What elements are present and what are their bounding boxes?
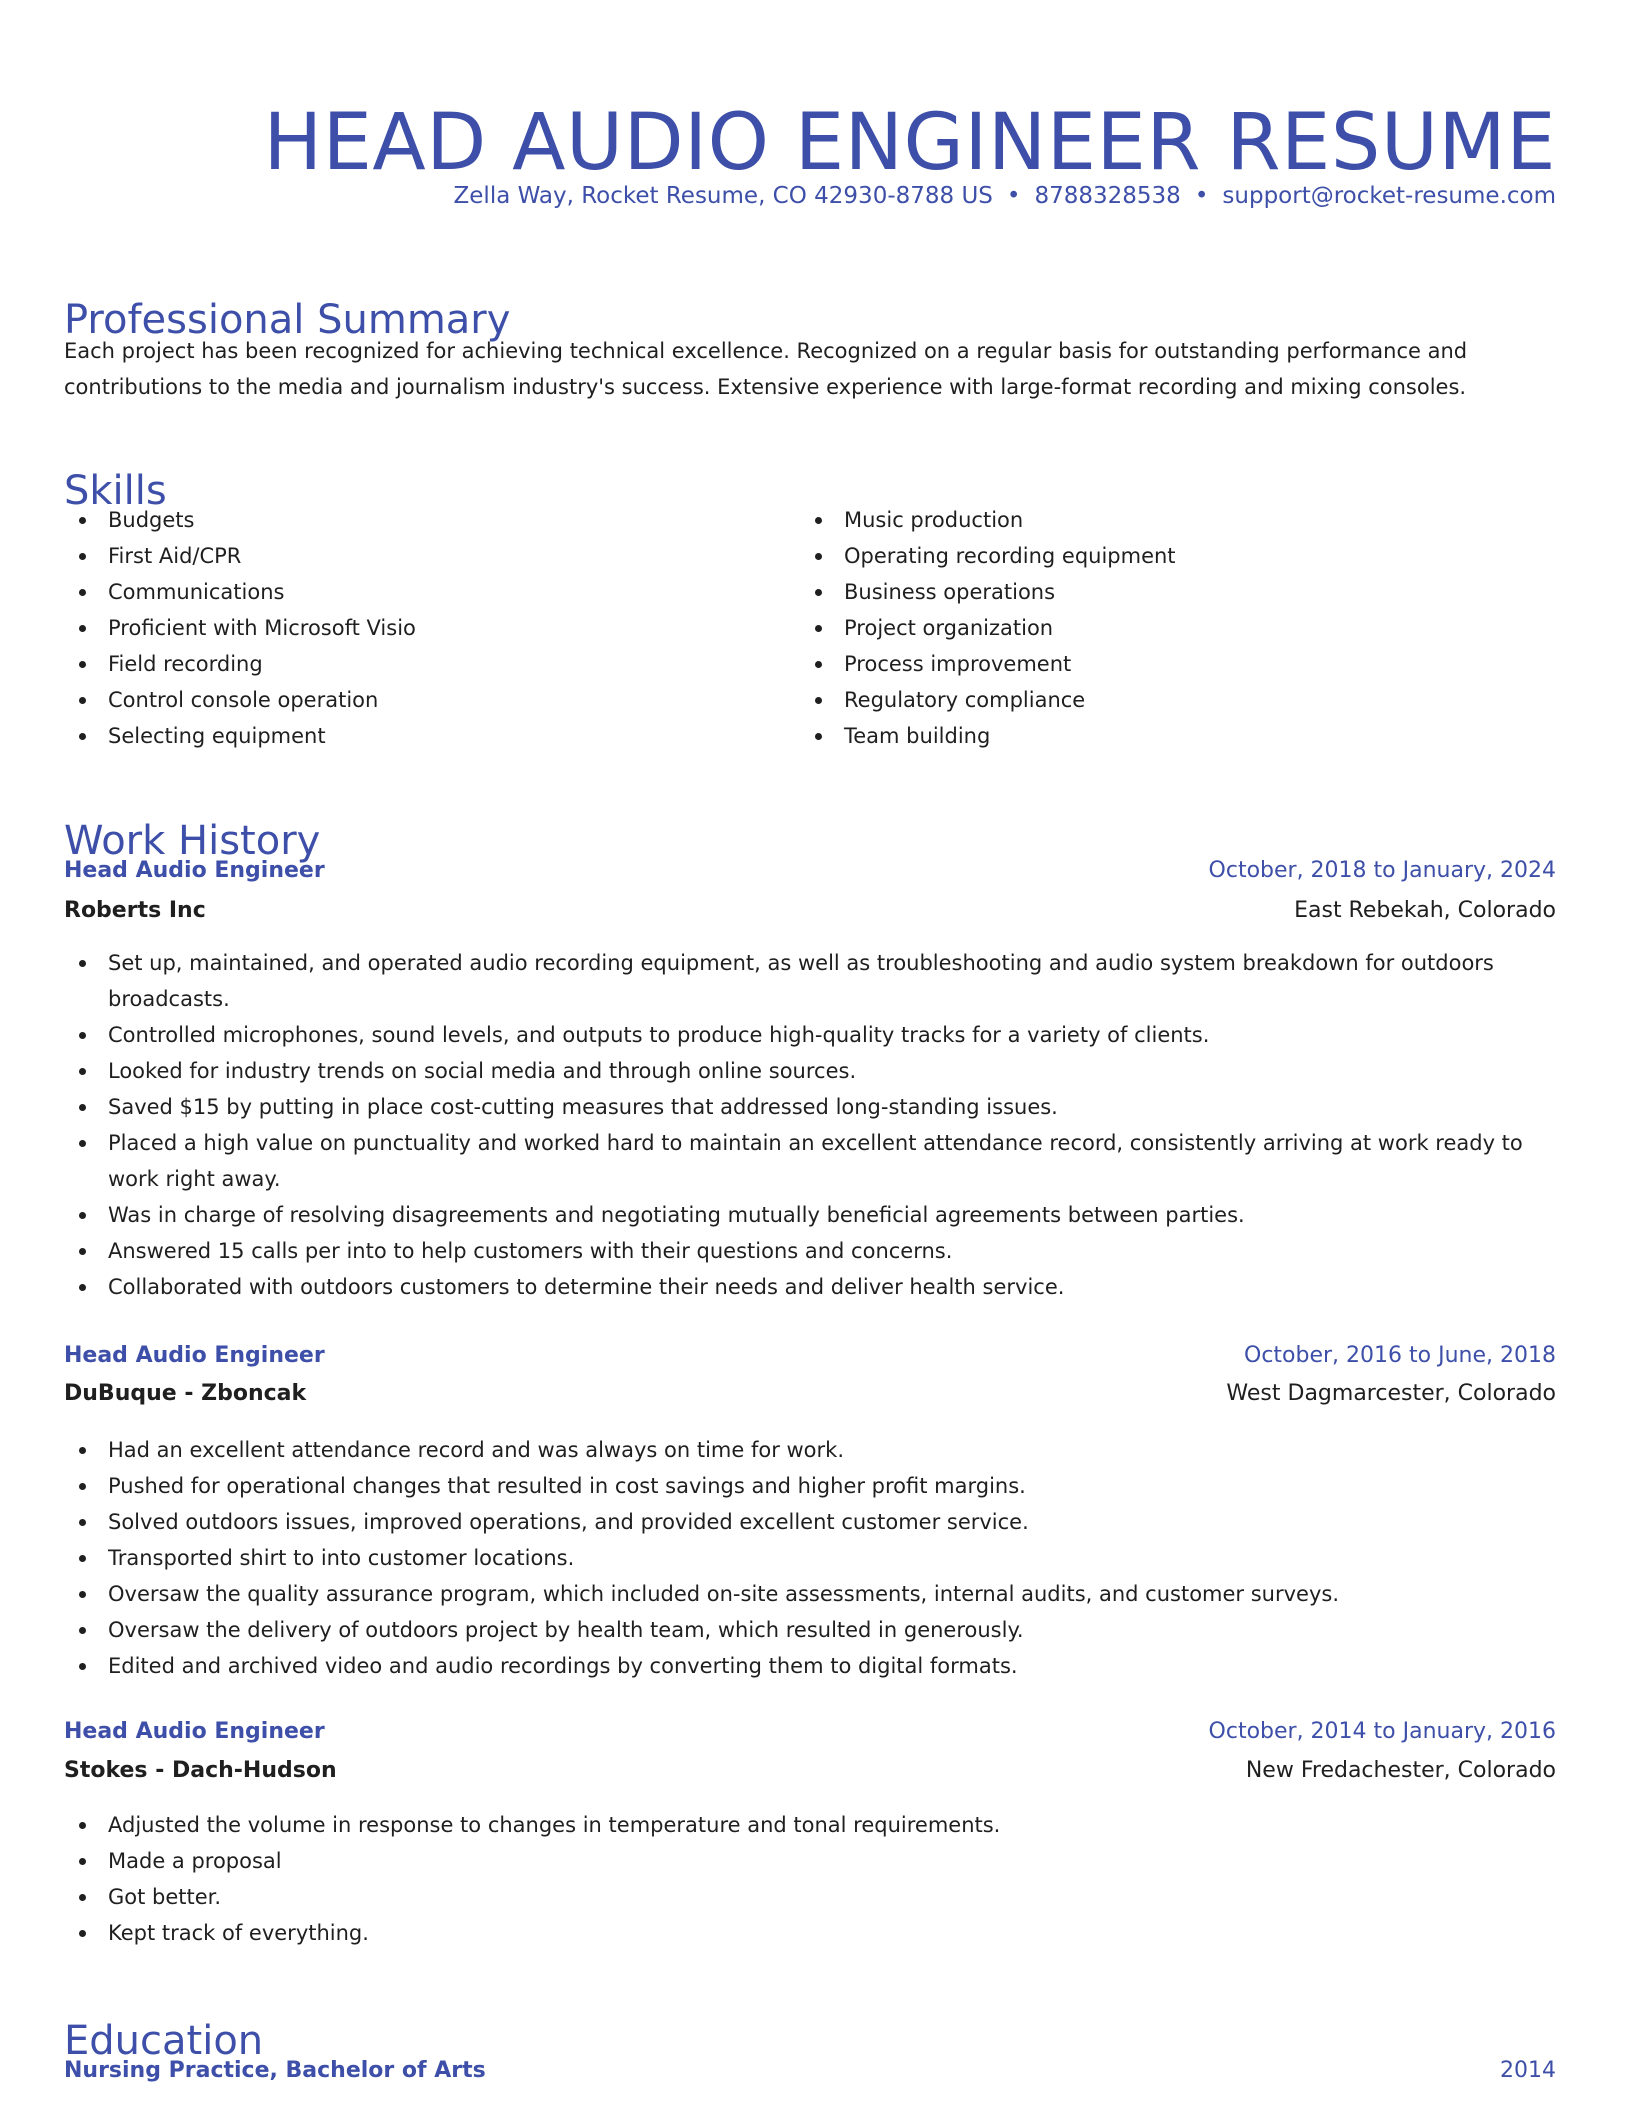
job-header: [64, 853, 1556, 889]
job-bullet: Transported shirt to into customer locations.: [64, 1540, 1524, 1576]
job-company: Roberts Inc: [64, 898, 206, 923]
job-bullet: Answered 15 calls per into to help customers with their questions and concerns.: [64, 1233, 1524, 1269]
skill-item: Field recording: [64, 646, 416, 682]
skill-item: Communications: [64, 574, 416, 610]
skill-item: Process improvement: [800, 646, 1176, 682]
job-bullet: Kept track of everything.: [64, 1915, 1524, 1951]
job-bullet: Oversaw the quality assurance program, which included on-site assessments, internal audits, and customer surveys.: [64, 1576, 1524, 1612]
education-row: [64, 2053, 1556, 2089]
skill-item: Selecting equipment: [64, 718, 416, 754]
job-location: East Rebekah, Colorado: [1294, 898, 1556, 923]
resume-title: HEAD AUDIO ENGINEER RESUME: [263, 98, 1556, 189]
job-bullet: Collaborated with outdoors customers to determine their needs and deliver health service.: [64, 1269, 1524, 1305]
job-bullet: Got better.: [64, 1879, 1524, 1915]
skill-item: Business operations: [800, 574, 1176, 610]
skill-item: First Aid/CPR: [64, 538, 416, 574]
job-bullets: [64, 1432, 1524, 1684]
education-heading: Education: [64, 2018, 264, 2065]
job-bullet: Solved outdoors issues, improved operations, and provided excellent customer service.: [64, 1504, 1524, 1540]
job-dates: October, 2018 to January, 2024: [1208, 858, 1556, 883]
job-bullet: Saved $15 by putting in place cost-cutting measures that addressed long-standing issues.: [64, 1089, 1524, 1125]
education-year: 2014: [1500, 2058, 1556, 2083]
skill-item: Music production: [800, 502, 1176, 538]
job-bullet: Looked for industry trends on social media and through online sources.: [64, 1053, 1524, 1089]
job-bullet: Adjusted the volume in response to changes in temperature and tonal requirements.: [64, 1807, 1524, 1843]
skills-list-right: [800, 502, 1176, 754]
job-bullet: Edited and archived video and audio recordings by converting them to digital formats.: [64, 1648, 1524, 1684]
contact-separator: •: [1006, 183, 1021, 209]
job-bullet: Set up, maintained, and operated audio recording equipment, as well as troubleshooting and audio system breakdown for outdoors broadcasts.: [64, 945, 1524, 1017]
job-subheader: [64, 893, 1556, 929]
skill-item: Team building: [800, 718, 1176, 754]
job-bullet: Controlled microphones, sound levels, and outputs to produce high-quality tracks for a variety of clients.: [64, 1017, 1524, 1053]
job-dates: October, 2014 to January, 2016: [1208, 1719, 1556, 1744]
job-bullets: [64, 1807, 1524, 1951]
skill-item: Project organization: [800, 610, 1176, 646]
job-bullet: Pushed for operational changes that resulted in cost savings and higher profit margins.: [64, 1468, 1524, 1504]
job-bullet: Placed a high value on punctuality and worked hard to maintain an excellent attendance record, consistently arriving at work ready to work right away.: [64, 1125, 1524, 1197]
job-location: West Dagmarcester, Colorado: [1226, 1381, 1556, 1406]
job-subheader: [64, 1376, 1556, 1412]
summary-heading: Professional Summary: [64, 297, 511, 344]
job-dates: October, 2016 to June, 2018: [1244, 1343, 1556, 1368]
skills-list-left: [64, 502, 416, 754]
job-title: Head Audio Engineer: [64, 1343, 325, 1368]
education-degree: Nursing Practice, Bachelor of Arts: [64, 2058, 486, 2083]
job-bullet: Oversaw the delivery of outdoors project by health team, which resulted in generously.: [64, 1612, 1524, 1648]
job-header: [64, 1714, 1556, 1750]
skill-item: Regulatory compliance: [800, 682, 1176, 718]
job-bullet: Made a proposal: [64, 1843, 1524, 1879]
job-bullets: [64, 945, 1524, 1305]
contact-separator: •: [1194, 183, 1209, 209]
contact-address: Zella Way, Rocket Resume, CO 42930-8788 US: [453, 183, 993, 209]
job-bullet: Was in charge of resolving disagreements and negotiating mutually beneficial agreements between parties.: [64, 1197, 1524, 1233]
job-title: Head Audio Engineer: [64, 858, 325, 883]
job-bullet: Had an excellent attendance record and was always on time for work.: [64, 1432, 1524, 1468]
contact-phone[interactable]: 8788328538: [1034, 183, 1181, 209]
skill-item: Operating recording equipment: [800, 538, 1176, 574]
job-company: Stokes - Dach-Hudson: [64, 1758, 337, 1783]
skill-item: Budgets: [64, 502, 416, 538]
contact-line: [454, 181, 1556, 211]
skill-item: Proficient with Microsoft Visio: [64, 610, 416, 646]
job-header: [64, 1338, 1556, 1374]
job-title: Head Audio Engineer: [64, 1719, 325, 1744]
summary-text: Each project has been recognized for achieving technical excellence. Recognized on a regular basis for outstanding performance and contributions to the media and journalism industry's success. Extensive experience with large-format recording and mixing consoles.: [64, 339, 1468, 399]
contact-email[interactable]: support@rocket-resume.com: [1222, 183, 1556, 209]
job-location: New Fredachester, Colorado: [1245, 1758, 1556, 1783]
work-history-heading: Work History: [64, 818, 321, 865]
skills-heading: Skills: [64, 468, 167, 515]
job-subheader: [64, 1753, 1556, 1789]
skill-item: Control console operation: [64, 682, 416, 718]
job-company: DuBuque - Zboncak: [64, 1381, 307, 1406]
